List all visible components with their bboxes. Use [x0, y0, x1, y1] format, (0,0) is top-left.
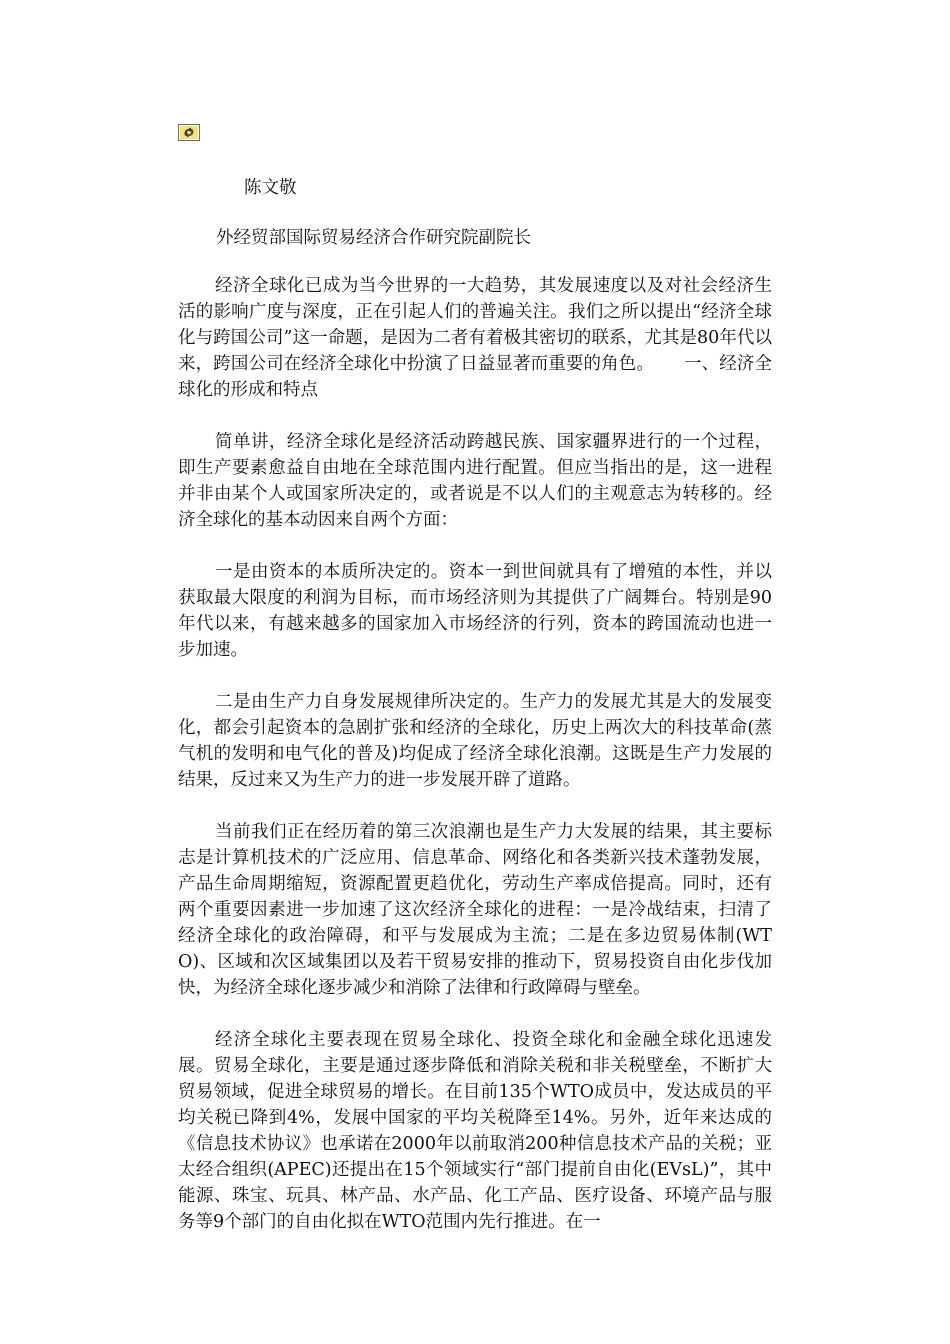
author-affiliation: 外经贸部国际贸易经济合作研究院副院长	[216, 228, 531, 248]
section-heading: 一、经济全球化的形成和特点	[178, 354, 773, 400]
document-link-icon[interactable]	[178, 124, 772, 141]
body-paragraph-3: 二是由生产力自身发展规律所决定的。生产力的发展尤其是大的发展变化，都会引起资本的急剧扩张和经济的全球化，历史上两次大的科技革命(蒸气机的发明和电气化的普及)均促成了经济全球化浪潮。这既是生产力发展的结果，反过来又为生产力的进一步发展开辟了道路。	[178, 692, 772, 790]
intro-paragraph	[178, 273, 772, 403]
author-name: 陈文敬	[244, 178, 297, 198]
article-body	[178, 273, 772, 1235]
body-paragraph-5: 经济全球化主要表现在贸易全球化、投资全球化和金融全球化迅速发展。贸易全球化，主要是通过逐步降低和消除关税和非关税壁垒，不断扩大贸易领域，促进全球贸易的增长。在目前135个WTO成员中，发达成员的平均关税已降到4%，发展中国家的平均关税降至14%。另外，近年来达成的《信息技术协议》也承诺在2000年以前取消200种信息技术产品的关税；亚太经合组织(APEC)还提出在15个领域实行“部门提前自由化(EVsL)”，其中能源、珠宝、玩具、林产品、水产品、化工产品、医疗设备、环境产品与服务等9个部门的自由化拟在WTO范围内先行推进。在一	[178, 1030, 772, 1232]
body-paragraph-2: 一是由资本的本质所决定的。资本一到世间就具有了增殖的本性，并以获取最大限度的利润为目标，而市场经济则为其提供了广阔舞台。特别是90年代以来，有越来越多的国家加入市场经济的行列，资本的跨国流动也进一步加速。	[178, 562, 772, 660]
intro-text: 经济全球化已成为当今世界的一大趋势，其发展速度以及对社会经济生活的影响广度与深度，正在引起人们的普遍关注。我们之所以提出“经济全球化与跨国公司”这一命题，是因为二者有着极其密切的联系，尤其是80年代以来，跨国公司在经济全球化中扮演了日益显著而重要的角色。	[178, 276, 772, 374]
body-paragraph-4: 当前我们正在经历着的第三次浪潮也是生产力大发展的结果，其主要标志是计算机技术的广泛应用、信息革命、网络化和各类新兴技术蓬勃发展，产品生命周期缩短，资源配置更趋优化，劳动生产率成倍提高。同时，还有两个重要因素进一步加速了这次经济全球化的进程：一是冷战结束，扫清了经济全球化的政治障碍，和平与发展成为主流；二是在多边贸易体制(WTO)、区域和次区域集团以及若干贸易安排的推动下，贸易投资自由化步伐加快，为经济全球化逐步减少和消除了法律和行政障碍与壁垒。	[178, 822, 772, 998]
document-page	[178, 124, 772, 1261]
body-paragraph-1: 简单讲，经济全球化是经济活动跨越民族、国家疆界进行的一个过程，即生产要素愈益自由地在全球范围内进行配置。但应当指出的是，这一进程并非由某个人或国家所决定的，或者说是不以人们的主观意志为转移的。经济全球化的基本动因来自两个方面：	[178, 432, 772, 530]
